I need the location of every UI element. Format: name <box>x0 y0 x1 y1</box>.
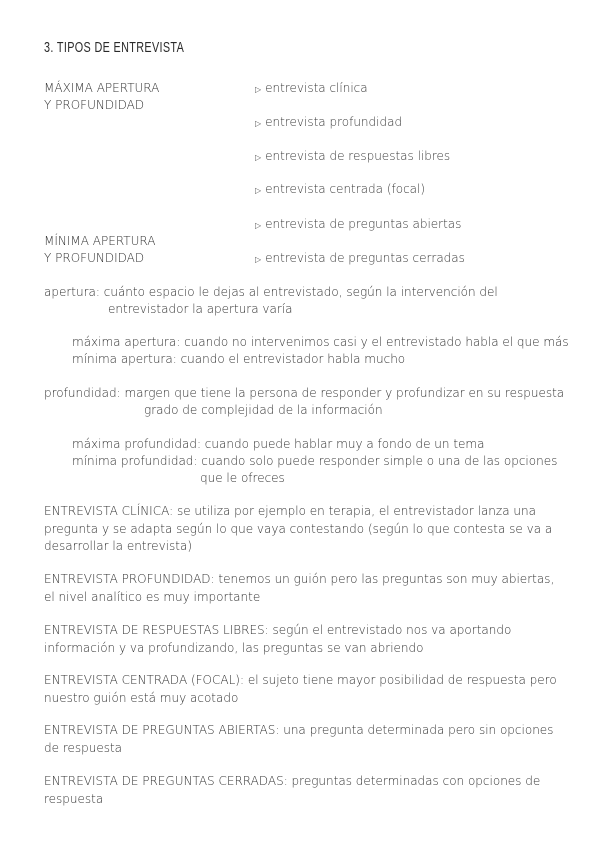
list-item <box>255 80 368 98</box>
scale-top-label-1: MÁXIMA APERTURA <box>44 81 160 95</box>
profundidad-min-cont: que le ofreces <box>200 471 285 485</box>
triangle-right-icon: ▷ <box>255 85 262 94</box>
profundidad-max: máxima profundidad: cuando puede hablar muy a fondo de un tema <box>72 437 485 451</box>
list-item-label: entrevista centrada (focal) <box>265 182 426 196</box>
profundidad-definition: profundidad: margen que tiene la persona de responder y profundizar en su respuesta <box>44 386 565 400</box>
definition-profundidad: ENTREVISTA PROFUNDIDAD: tenemos un guión pero las preguntas son muy abiertas, el nivel analítico es muy importante <box>44 572 555 604</box>
list-item-label: entrevista clínica <box>265 81 368 95</box>
list-item-label: entrevista profundidad <box>265 115 403 129</box>
profundidad-min: mínima profundidad: cuando solo puede responder simple o una de las opciones <box>72 454 558 468</box>
list-item <box>255 148 450 166</box>
definition-preguntas-cerradas: ENTREVISTA DE PREGUNTAS CERRADAS: preguntas determinadas con opciones de respuesta <box>44 774 541 806</box>
definition-clinica: ENTREVISTA CLÍNICA: se utiliza por ejemplo en terapia, el entrevistador lanza una pregunta y se adapta según lo que vaya contestando (según lo que contesta se va a desarrollar la entrevista) <box>44 504 553 553</box>
apertura-min: mínima apertura: cuando el entrevistador habla mucho <box>72 352 406 366</box>
definition-respuestas-libres: ENTREVISTA DE RESPUESTAS LIBRES: según el entrevistado nos va aportando información y va profundizando, las preguntas se van abriendo <box>44 623 512 655</box>
profundidad-definition-cont: grado de complejidad de la información <box>144 403 383 417</box>
apertura-definition: apertura: cuánto espacio le dejas al entrevistado, según la intervención del <box>44 285 498 299</box>
definition-centrada: ENTREVISTA CENTRADA (FOCAL): el sujeto tiene mayor posibilidad de respuesta pero nuestro guión está muy acotado <box>44 673 557 705</box>
apertura-max: máxima apertura: cuando no intervenimos casi y el entrevistado habla el que más <box>72 335 569 349</box>
list-item <box>255 250 465 268</box>
triangle-right-icon: ▷ <box>255 186 262 195</box>
triangle-right-icon: ▷ <box>255 153 262 162</box>
list-item <box>255 114 402 132</box>
triangle-right-icon: ▷ <box>255 119 262 128</box>
list-item-label: entrevista de preguntas cerradas <box>265 251 465 265</box>
page-title: 3. TIPOS DE ENTREVISTA <box>44 39 185 56</box>
list-item-label: entrevista de respuestas libres <box>265 149 451 163</box>
triangle-right-icon: ▷ <box>255 221 262 230</box>
definition-preguntas-abiertas: ENTREVISTA DE PREGUNTAS ABIERTAS: una pregunta determinada pero sin opciones de respuesta <box>44 723 554 755</box>
scale-bottom-label-2: Y PROFUNDIDAD <box>44 251 145 265</box>
list-item <box>255 181 425 199</box>
triangle-right-icon: ▷ <box>255 255 262 264</box>
scale-bottom-label-1: MÍNIMA APERTURA <box>44 234 156 248</box>
list-item <box>255 216 461 234</box>
list-item-label: entrevista de preguntas abiertas <box>265 217 462 231</box>
apertura-definition-cont: entrevistador la apertura varía <box>108 302 293 316</box>
scale-top-label-2: Y PROFUNDIDAD <box>44 98 145 112</box>
